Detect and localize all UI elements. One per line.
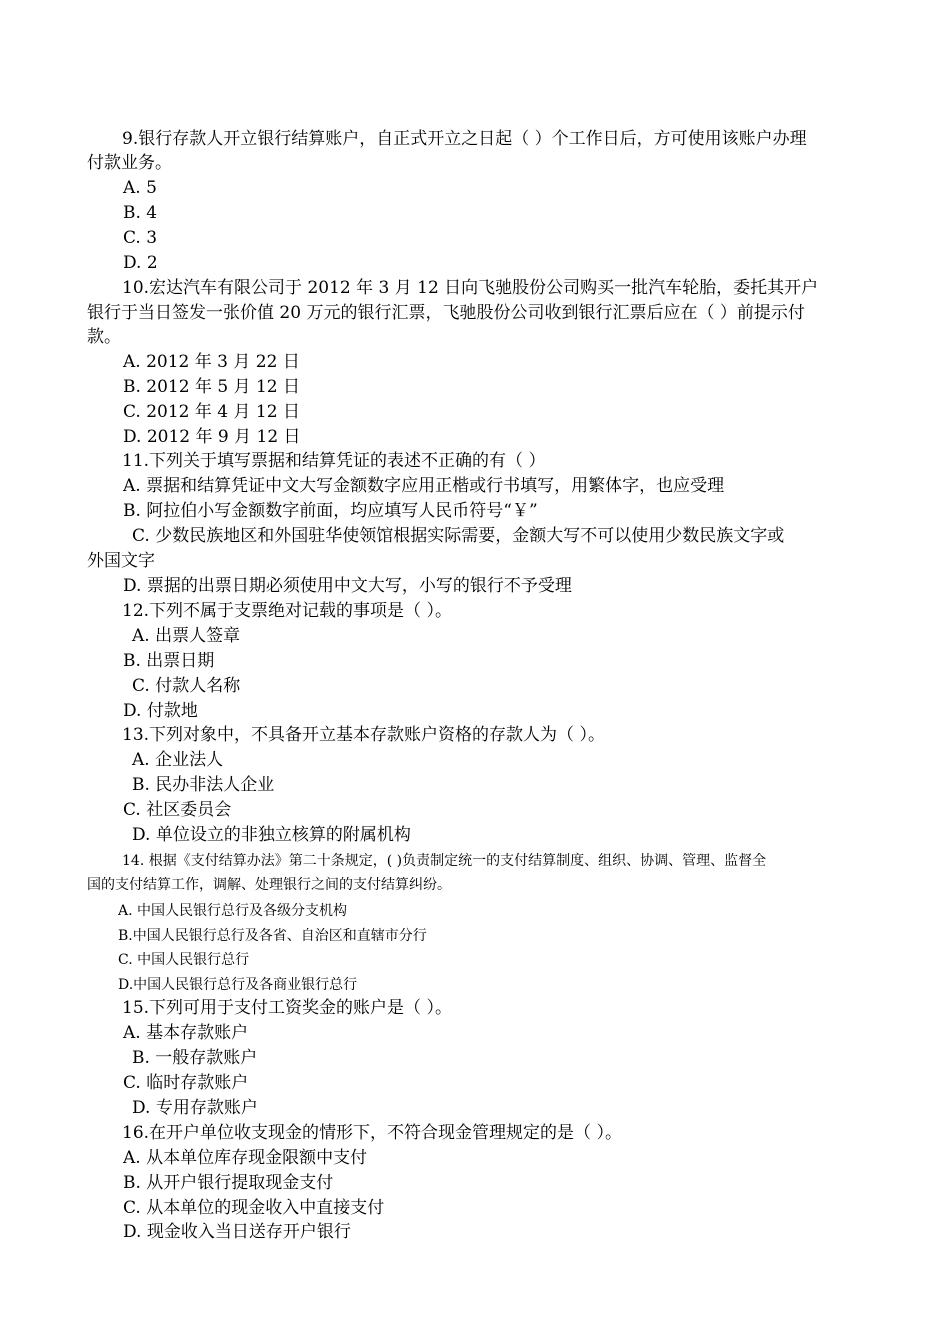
q13-option-d: D. 单位设立的非独立核算的附属机构 <box>132 825 411 845</box>
q9-option-b: B. 4 <box>123 203 158 223</box>
q14-option-d: D.中国人民银行总行及各商业银行总行 <box>118 977 358 993</box>
question-10-text-cont2: 款。 <box>87 327 121 347</box>
question-10-text: 10.宏达汽车有限公司于 2012 年 3 月 12 日向飞驰股份公司购买一批汽车轮胎，委托其开户 <box>122 278 819 298</box>
question-14-text: 14. 根据《支付结算办法》第二十条规定，( )负责制定统一的支付结算制度、组织、协调、管理、监督全 <box>122 853 767 869</box>
q16-option-c: C. 从本单位的现金收入中直接支付 <box>123 1198 385 1218</box>
q9-option-d: D. 2 <box>123 253 158 273</box>
question-9-text-cont: 付款业务。 <box>87 153 172 173</box>
question-14-text-cont: 国的支付结算工作，调解、处理银行之间的支付结算纠纷。 <box>87 877 451 893</box>
q12-option-b: B. 出票日期 <box>123 651 215 671</box>
question-9-text: 9.银行存款人开立银行结算账户，自正式开立之日起（ ）个工作日后，方可使用该账户办理 <box>122 129 807 149</box>
q16-option-a: A. 从本单位库存现金限额中支付 <box>123 1148 368 1168</box>
q13-option-a: A. 企业法人 <box>132 750 224 770</box>
q15-option-c: C. 临时存款账户 <box>123 1073 249 1093</box>
q15-option-a: A. 基本存款账户 <box>123 1023 249 1043</box>
q9-option-a: A. 5 <box>123 178 157 198</box>
q16-option-d: D. 现金收入当日送存开户银行 <box>123 1222 351 1242</box>
q13-option-b: B. 民办非法人企业 <box>132 775 275 795</box>
q10-option-a: A. 2012 年 3 月 22 日 <box>123 352 300 372</box>
q15-option-b: B. 一般存款账户 <box>132 1048 258 1068</box>
q9-option-c: C. 3 <box>123 228 158 248</box>
q15-option-d: D. 专用存款账户 <box>132 1098 258 1118</box>
q14-option-c: C. 中国人民银行总行 <box>118 952 250 968</box>
q10-option-b: B. 2012 年 5 月 12 日 <box>123 377 301 397</box>
q11-option-a: A. 票据和结算凭证中文大写金额数字应用正楷或行书填写，用繁体字，也应受理 <box>123 476 725 496</box>
q11-option-b: B. 阿拉伯小写金额数字前面，均应填写人民币符号“￥” <box>123 501 538 521</box>
question-13-text: 13.下列对象中，不具备开立基本存款账户资格的存款人为（ ）。 <box>122 725 605 745</box>
question-11-text: 11.下列关于填写票据和结算凭证的表述不正确的有（ ） <box>122 451 546 471</box>
q11-option-c: C. 少数民族地区和外国驻华使领馆根据实际需要，金额大写不可以使用少数民族文字或 <box>132 526 785 546</box>
q13-option-c: C. 社区委员会 <box>123 800 232 820</box>
q11-option-d: D. 票据的出票日期必须使用中文大写，小写的银行不予受理 <box>123 576 572 596</box>
q12-option-d: D. 付款地 <box>123 701 198 721</box>
question-10-text-cont: 银行于当日签发一张价值 20 万元的银行汇票，飞驰股份公司收到银行汇票后应在（ ）前提示付 <box>87 303 805 323</box>
q14-option-a: A. 中国人民银行总行及各级分支机构 <box>118 903 348 919</box>
q14-option-b: B.中国人民银行总行及各省、自治区和直辖市分行 <box>118 928 427 944</box>
question-12-text: 12.下列不属于支票绝对记载的事项是（ ）。 <box>122 601 452 621</box>
q10-option-d: D. 2012 年 9 月 12 日 <box>123 427 301 447</box>
q12-option-a: A. 出票人签章 <box>132 626 241 646</box>
question-16-text: 16.在开户单位收支现金的情形下，不符合现金管理规定的是（ ）。 <box>122 1123 622 1143</box>
question-15-text: 15.下列可用于支付工资奖金的账户是（ ）。 <box>122 998 452 1018</box>
q10-option-c: C. 2012 年 4 月 12 日 <box>123 402 300 422</box>
q16-option-b: B. 从开户银行提取现金支付 <box>123 1173 334 1193</box>
q11-option-c-cont: 外国文字 <box>87 551 155 571</box>
q12-option-c: C. 付款人名称 <box>132 676 241 696</box>
